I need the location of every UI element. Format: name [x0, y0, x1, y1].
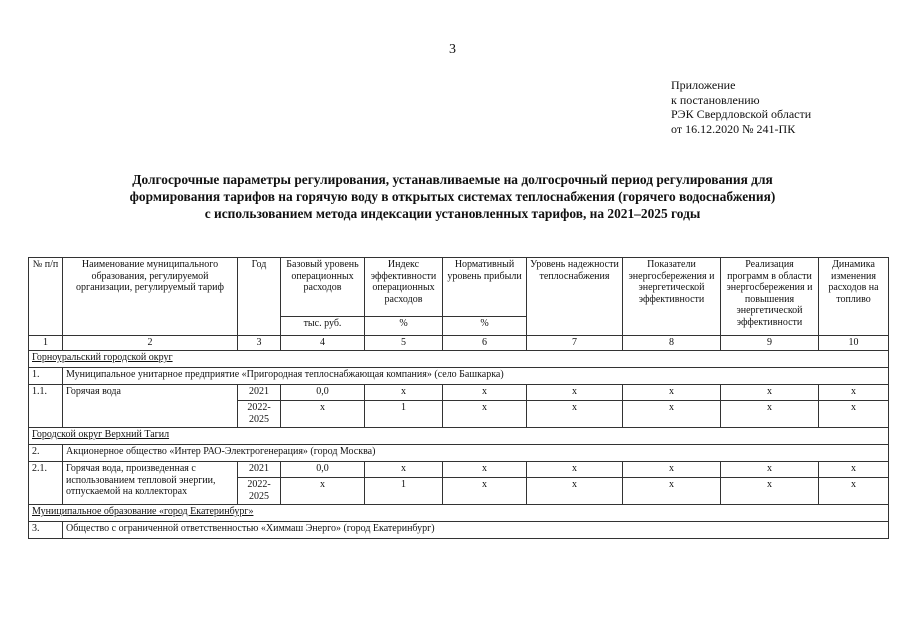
header-cell: Базовый уровень операционных расходов: [281, 258, 365, 317]
appendix-block: [671, 78, 811, 136]
value-cell: х: [527, 401, 623, 428]
tariff-name: Горячая вода, произведенная с использованием тепловой энергии, отпускаемой на коллекторах: [63, 462, 238, 505]
row-number: 2.: [29, 445, 63, 462]
organization-name: Общество с ограниченной ответственностью «Химмаш Энерго» (город Екатеринбург): [63, 522, 889, 539]
value-cell: х: [721, 478, 819, 505]
value-cell: х: [721, 462, 819, 478]
year-cell: 2021: [238, 385, 281, 401]
value-cell: х: [443, 478, 527, 505]
value-cell: х: [443, 385, 527, 401]
title-line: с использованием метода индексации установленных тарифов, на 2021–2025 годы: [204, 206, 701, 221]
unit-cell: %: [365, 317, 443, 336]
value-cell: х: [281, 478, 365, 505]
appendix-line: РЭК Свердловской области: [671, 107, 812, 121]
column-number-row: [29, 336, 889, 351]
header-cell: Показатели энергосбережения и энергетической эффективности: [623, 258, 721, 336]
value-cell: х: [819, 478, 889, 505]
row-number: 1.1.: [29, 385, 63, 428]
column-number: 10: [819, 336, 889, 351]
unit-cell: %: [443, 317, 527, 336]
parameters-table: [28, 257, 889, 539]
header-cell: Индекс эффективности операционных расходов: [365, 258, 443, 317]
section-row: [29, 351, 889, 368]
value-cell: х: [623, 385, 721, 401]
column-number: 4: [281, 336, 365, 351]
value-cell: 1: [365, 401, 443, 428]
organization-name: Муниципальное унитарное предприятие «Пригородная теплоснабжающая компания» (село Башкарка): [63, 368, 889, 385]
value-cell: х: [623, 462, 721, 478]
section-row: [29, 505, 889, 522]
column-number: 2: [63, 336, 238, 351]
value-cell: х: [721, 401, 819, 428]
value-cell: х: [443, 401, 527, 428]
header-cell: Год: [238, 258, 281, 336]
title-line: Долгосрочные параметры регулирования, устанавливаемые на долгосрочный период регулирования для: [132, 172, 773, 187]
column-number: 7: [527, 336, 623, 351]
year-cell: 2022-2025: [238, 401, 281, 428]
appendix-line: от 16.12.2020 № 241-ПК: [671, 121, 796, 136]
column-number: 6: [443, 336, 527, 351]
organization-row: [29, 522, 889, 539]
header-cell: № п/п: [29, 258, 63, 336]
value-cell: х: [365, 385, 443, 401]
value-cell: х: [281, 401, 365, 428]
value-cell: 0,0: [281, 462, 365, 478]
value-cell: х: [527, 478, 623, 505]
value-cell: 1: [365, 478, 443, 505]
appendix-line: Приложение: [671, 78, 736, 92]
year-cell: 2021: [238, 462, 281, 478]
page-number: 3: [449, 42, 456, 57]
row-number: 1.: [29, 368, 63, 385]
table-row: [29, 462, 889, 478]
section-name: Муниципальное образование «город Екатеринбург»: [29, 505, 889, 522]
row-number: 3.: [29, 522, 63, 539]
table-row: [29, 385, 889, 401]
document-title: [80, 171, 825, 222]
unit-cell: тыс. руб.: [281, 317, 365, 336]
organization-name: Акционерное общество «Интер РАО-Электрогенерация» (город Москва): [63, 445, 889, 462]
organization-row: [29, 368, 889, 385]
header-cell: Наименование муниципального образования, регулируемой организации, регулируемый тариф: [63, 258, 238, 336]
appendix-line: к постановлению: [671, 92, 760, 107]
title-line: формирования тарифов на горячую воду в открытых системах теплоснабжения (горячего водоснабжения): [129, 189, 776, 204]
column-number: 5: [365, 336, 443, 351]
tariff-name: Горячая вода: [63, 385, 238, 428]
header-row: [29, 258, 889, 317]
value-cell: х: [623, 401, 721, 428]
value-cell: х: [527, 462, 623, 478]
header-cell: Динамика изменения расходов на топливо: [819, 258, 889, 336]
section-name: Городской округ Верхний Тагил: [29, 428, 889, 445]
section-row: [29, 428, 889, 445]
value-cell: 0,0: [281, 385, 365, 401]
header-cell: Реализация программ в области энергосбережения и повышения энергетической эффективности: [721, 258, 819, 336]
column-number: 8: [623, 336, 721, 351]
value-cell: х: [623, 478, 721, 505]
column-number: 9: [721, 336, 819, 351]
header-cell: Уровень надежности теплоснабжения: [527, 258, 623, 336]
value-cell: х: [819, 401, 889, 428]
value-cell: х: [819, 385, 889, 401]
value-cell: х: [721, 385, 819, 401]
row-number: 2.1.: [29, 462, 63, 505]
value-cell: х: [527, 385, 623, 401]
value-cell: х: [819, 462, 889, 478]
column-number: 3: [238, 336, 281, 351]
year-cell: 2022-2025: [238, 478, 281, 505]
header-cell: Нормативный уровень прибыли: [443, 258, 527, 317]
value-cell: х: [365, 462, 443, 478]
column-number: 1: [29, 336, 63, 351]
value-cell: х: [443, 462, 527, 478]
organization-row: [29, 445, 889, 462]
section-name: Горноуральский городской округ: [29, 351, 889, 368]
